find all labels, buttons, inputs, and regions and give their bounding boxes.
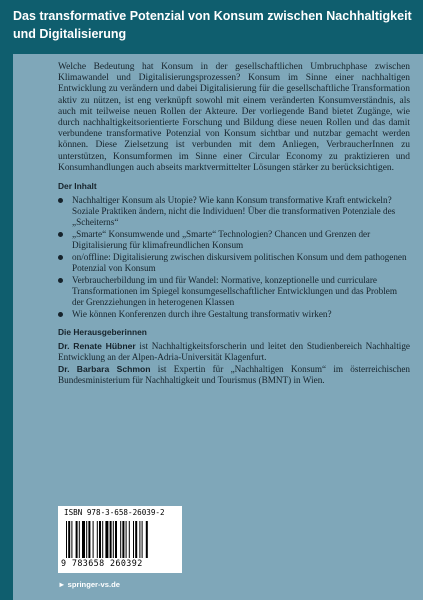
bullet-icon	[58, 232, 63, 237]
editors-heading: Die Herausgeberinnen	[58, 327, 147, 338]
intro-paragraph: Welche Bedeutung hat Konsum in der gesellschaftlichen Umbruchphase zwischen Klimawandel und Digitalisierungsprozessen? Konsum im Sinne einer nachhaltigen Entwicklung zu verändern und dabei Digitalisierung für die gesellschaftliche Transformation aktiv zu nützen, ist eng verknüpft sowohl mit einem veränderten Konsumverständnis, als auch mit teilweise neuen Rollen der Akteure. Der vorliegende Band bietet Zugänge, wie durch nachhaltigkeitsorientierte Forschung und Bildung diese neuen Rollen und das damit verbundene transformative Potenzial von Konsum sichtbar und nutzbar gemacht werden können. Diese Zielsetzung ist verbunden mit dem Anliegen, VerbraucherInnen zu unterstützen, Konsumformen im Sinne einer Circular Economy zu praktizieren und Konsumhandlungen auch abseits marktvermittelter Lösungen stärker zu berücksichtigen.	[58, 62, 410, 173]
list-item	[58, 309, 410, 320]
contents-list	[58, 195, 410, 320]
list-item-text: Nachhaltiger Konsum als Utopie? Wie kann Konsum transformative Kraft entwickeln? Soziale Praktiken ändern, nicht die Individuen! Über die transformativen Potenziale des „Scheiterns“	[72, 195, 396, 227]
list-item	[58, 195, 410, 227]
barcode-icon	[66, 521, 174, 558]
barcode-digits: 9 783658 260392	[61, 558, 143, 568]
bullet-icon	[58, 312, 63, 317]
blurb	[58, 62, 410, 386]
list-item	[58, 252, 410, 274]
list-item-text: „Smarte“ Konsumwende und „Smarte“ Technologien? Chancen und Grenzen der Digitalisierung für klimafreundlichen Konsum	[72, 229, 371, 250]
editor-bio	[58, 341, 410, 363]
contents-heading: Der Inhalt	[58, 181, 97, 192]
editor-bio-text: ist Expertin für „Nachhaltigen Konsum“ im österreichischen Bundesministerium für Nachhaltigkeit und Tourismus (BMNT) in Wien.	[58, 363, 411, 385]
spine-edge	[0, 54, 13, 600]
editor-name: Dr. Barbara Schmon	[58, 363, 151, 374]
editor-bio-text: ist Nachhaltigkeitsforscherin und leitet den Studienbereich Nachhaltige Entwicklung an der Alpen-Adria-Universität Klagenfurt.	[58, 341, 410, 362]
list-item	[58, 275, 410, 307]
isbn-barcode-box	[58, 506, 182, 573]
editor-bio	[58, 364, 410, 386]
bullet-icon	[58, 255, 63, 260]
list-item-text: Wie können Konferenzen durch ihre Gestaltung transformativ wirken?	[72, 309, 332, 320]
list-item-text: on/offline: Digitalisierung zwischen diskursivem politischen Konsum und dem pathogenen Potenzial von Konsum	[72, 252, 407, 273]
isbn-label: ISBN 978-3-658-26039-2	[64, 508, 165, 517]
bullet-icon	[58, 198, 63, 203]
book-title: Das transformative Potenzial von Konsum zwischen Nachhaltigkeit und Digitalisierung	[13, 9, 412, 41]
list-item-text: Verbraucherbildung im und für Wandel: Normative, konzeptionelle und curriculare Transformationen im Spiegel konsumgesellschaftlicher Entwicklungen und das Problem der Grenzziehungen in heterogenen Klassen	[72, 275, 397, 307]
publisher-website: ► springer-vs.de	[58, 580, 120, 589]
bullet-icon	[58, 278, 63, 283]
list-item	[58, 229, 410, 251]
editor-name: Dr. Renate Hübner	[58, 341, 136, 352]
